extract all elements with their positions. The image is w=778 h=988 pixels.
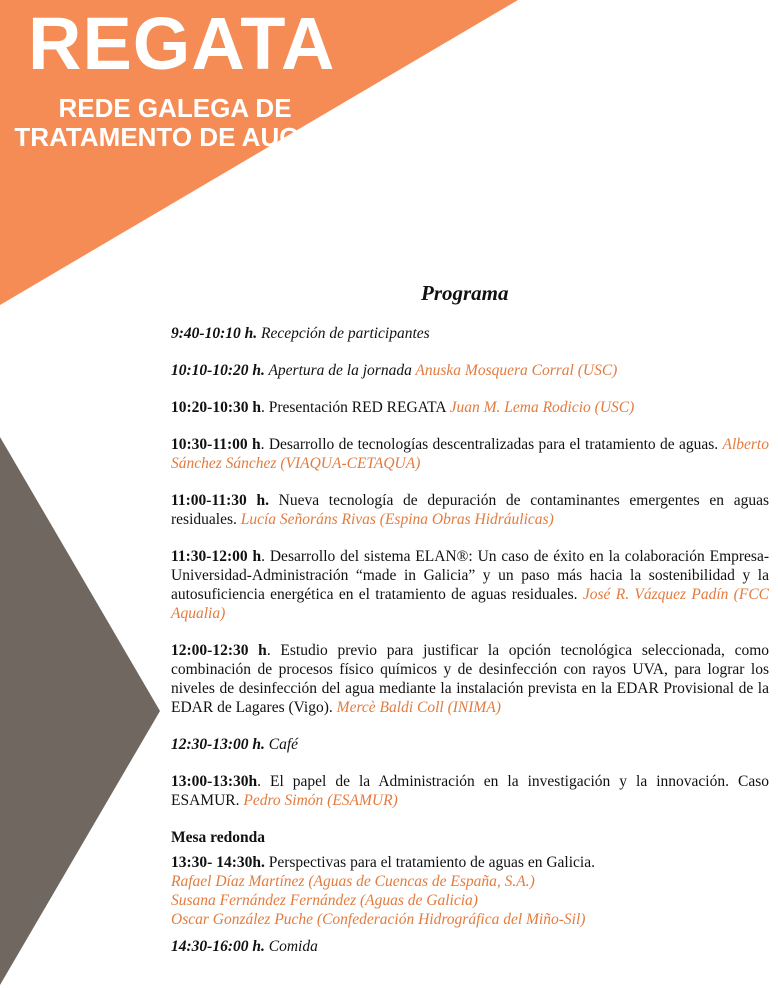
program-item-talk (171, 772, 769, 810)
program-item-opening (171, 361, 769, 380)
item-text: Perspectivas para el tratamiento de aguas en Galicia. (264, 854, 595, 871)
round-table-speaker: Oscar González Puche (Confederación Hidrográfica del Miño-Sil) (171, 911, 586, 928)
header-subtitle-line1: REDE GALEGA DE (58, 93, 292, 123)
item-time: 10:30-11:00 h (171, 436, 261, 453)
item-time: 12:00-12:30 h (171, 642, 267, 659)
item-time: 11:00-11:30 h. (171, 492, 269, 509)
item-text: . El papel de la Administración en la investigación y la innovación. Caso ESAMUR. (171, 773, 769, 809)
item-speaker: Mercè Baldi Coll (INIMA) (336, 699, 501, 716)
item-time: 12:30-13:00 h. (171, 736, 265, 753)
gray-triangle (0, 437, 160, 985)
program-heading: Programa (421, 281, 509, 305)
item-speaker: Juan M. Lema Rodicio (USC) (449, 399, 635, 416)
item-time: 10:20-10:30 h (171, 399, 261, 416)
program-item-talk (171, 641, 769, 717)
item-text: Comida (264, 938, 318, 955)
program-item-lunch (171, 937, 769, 956)
program-item-talk (171, 491, 769, 529)
program-list (171, 324, 769, 956)
round-table-speaker: Rafael Díaz Martínez (Aguas de Cuencas de España, S.A.) (171, 873, 535, 890)
item-text: Recepción de participantes (257, 325, 430, 342)
header-subtitle (0, 94, 350, 152)
program-item-coffee (171, 735, 769, 754)
round-table-speaker: Susana Fernández Fernández (Aguas de Galicia) (171, 892, 478, 909)
item-speaker: Lucía Señoráns Rivas (Espina Obras Hidráulicas) (240, 511, 554, 528)
item-time: 10:10-10:20 h. (171, 362, 265, 379)
item-time: 13:30- 14:30h. (171, 854, 265, 871)
item-speaker: Alberto Sánchez Sánchez (VIAQUA-CETAQUA) (171, 436, 769, 472)
item-text: . Estudio previo para justificar la opción tecnológica seleccionada, como combinación de procesos físico químicos y de desinfección con rayos UVA, para lograr los niveles de desinfección del agua mediante la instalación prevista en la EDAR Provisional de la EDAR de Lagares (Vigo). (171, 642, 770, 716)
header-subtitle-line2: TRATAMENTO DE AUGAS (14, 122, 336, 152)
item-text: Apertura de la jornada (264, 362, 416, 379)
item-time: 14:30-16:00 h. (171, 938, 265, 955)
item-text: Café (264, 736, 299, 753)
program-item-presentation (171, 398, 769, 417)
item-text: . Desarrollo del sistema ELAN®: Un caso de éxito en la colaboración Empresa-Universidad-Administración “made in Galicia” y un paso más hacia la sostenibilidad y la autosuficiencia energética en el tratamiento de aguas residuales. (171, 548, 769, 603)
program-item-round-table (171, 853, 769, 929)
item-time: 13:00-13:30h (171, 773, 258, 790)
item-speaker: José R. Vázquez Padín (FCC Aqualia) (171, 586, 769, 622)
item-time: 9:40-10:10 h. (171, 325, 258, 342)
program-item-talk (171, 547, 769, 623)
item-time: 11:30-12:00 h (171, 548, 262, 565)
item-speaker: Pedro Simón (ESAMUR) (243, 792, 398, 809)
header-title: REGATA (28, 2, 336, 85)
program-item-reception (171, 324, 769, 343)
item-text: . Presentación RED REGATA (260, 399, 450, 416)
item-text: . Desarrollo de tecnologías descentralizadas para el tratamiento de aguas. (260, 436, 723, 453)
program-item-talk (171, 435, 769, 473)
item-speaker: Anuska Mosquera Corral (USC) (415, 362, 618, 379)
item-text: Nueva tecnología de depuración de contaminantes emergentes en aguas residuales. (171, 492, 769, 528)
round-table-title: Mesa redonda (171, 829, 266, 846)
